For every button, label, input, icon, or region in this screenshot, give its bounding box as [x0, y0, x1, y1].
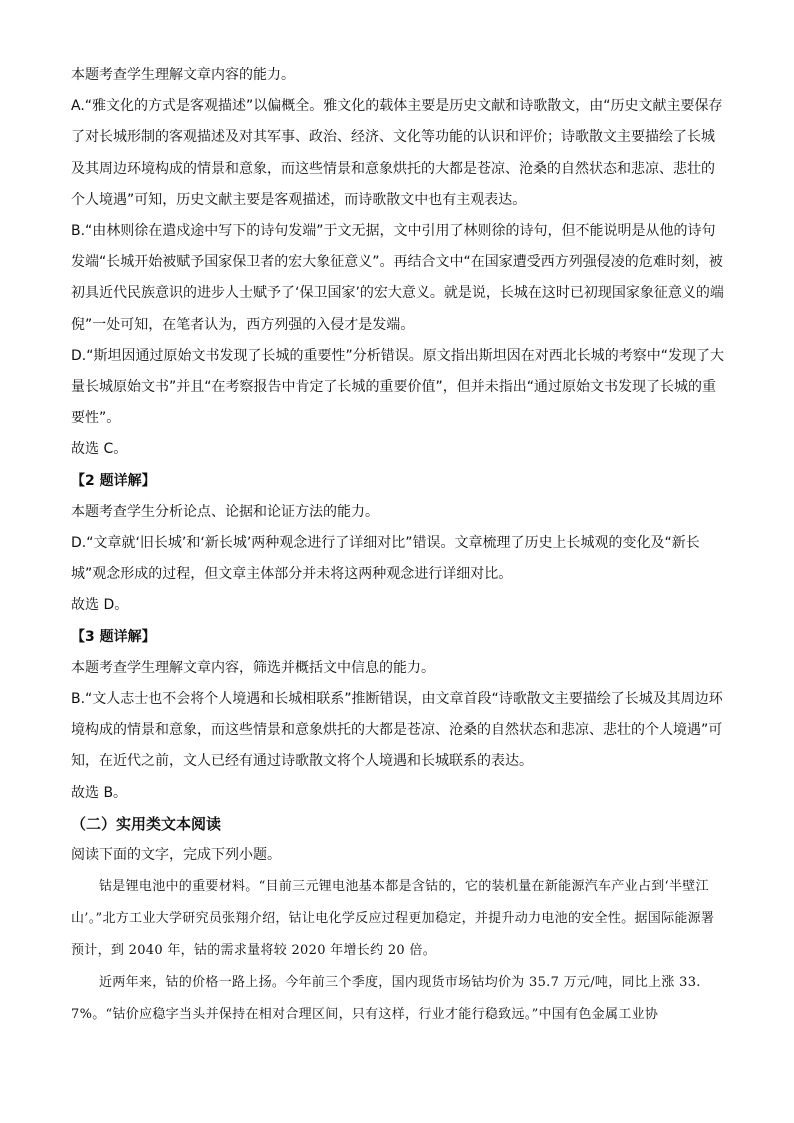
paragraph: D.“文章就‘旧长城’和‘新长城’两种观念进行了详细对比”错误。文章梳理了历史上长城观的变化及“新长城”观念形成的过程，但文章主体部分并未将这两种观念进行详细对比。: [71, 535, 700, 583]
paragraph: D.“斯坦因通过原始文书发现了长城的重要性”分析错误。原文指出斯坦因在对西北长城的考察中“发现了大量长城原始文书”并且“在考察报告中肯定了长城的重要价值”，但并未指出“通过原始文书发现了长城的重要性”。: [71, 347, 724, 427]
paragraph: B.“由林则徐在遣戍途中写下的诗句发端”于文无据，文中引用了林则徐的诗句，但不能说明是从他的诗句发端“长城开始被赋予国家保卫者的宏大象征意义”。再结合文中“在国家遭受西方列强侵凌的危难时刻，被初具近代民族意识的进步人士赋予了‘保卫国家’的宏大意义。就是说，长城在这时已初现国家象征意义的端倪”一处可知，在笔者认为，西方列强的入侵才是发端。: [71, 223, 724, 333]
section-heading: （二）实用类文本阅读: [71, 814, 222, 833]
paragraph: 本题考查学生理解文章内容，筛选并概括文中信息的能力。: [71, 659, 435, 676]
paragraph: 阅读下面的文字，完成下列小题。: [71, 847, 281, 864]
passage-paragraph: 近两年来，钴的价格一路上扬。今年前三个季度，国内现货市场钴均价为 35.7 万元/吨，同比上涨 33.7%。“钴价应稳字当头并保持在相对合理区间，只有这样，行业才能行稳致远。”中国有色金属工业协: [71, 975, 701, 1023]
paragraph: 本题考查学生理解文章内容的能力。: [71, 67, 295, 83]
paragraph: B.“文人志士也不会将个人境遇和长城相联系”推断错误，由文章首段“诗歌散文主要描绘了长城及其周边环境构成的情景和意象，而这些情景和意象烘托的大都是苍凉、沧桑的自然状态和悲凉、悲壮的个人境遇”可知，在近代之前，文人已经有通过诗歌散文将个人境遇和长城联系的表达。: [71, 691, 723, 770]
paragraph: 本题考查学生分析论点、论据和论证方法的能力。: [71, 503, 379, 520]
paragraph: A.“雅文化的方式是客观描述”以偏概全。雅文化的载体主要是历史文献和诗歌散文，由“历史文献主要保存了对长城形制的客观描述及对其军事、政治、经济、文化等功能的认识和评价；诗歌散文主要描绘了长城及其周边环境构成的情景和意象，而这些情景和意象烘托的大都是苍凉、沧桑的自然状态和悲凉、悲壮的个人境遇”可知，历史文献主要是客观描述，而诗歌散文中也有主观表达。: [71, 98, 723, 208]
document-page: [71, 60, 725, 1031]
answer-line: 故选 C。: [71, 441, 128, 458]
question-heading: 【3 题详解】: [71, 628, 156, 645]
passage-paragraph: 钴是锂电池中的重要材料。“目前三元锂电池基本都是含钴的，它的装机量在新能源汽车产业占到‘半壁江山’。”北方工业大学研究员张翔介绍，钴让电化学反应过程更加稳定，并提升动力电池的安全性。据国际能源署预计，到 2040 年，钴的需求量将较 2020 年增长约 20 倍。: [71, 879, 715, 959]
answer-line: 故选 D。: [71, 597, 129, 614]
answer-line: 故选 B。: [71, 784, 128, 801]
question-heading: 【2 题详解】: [71, 472, 156, 489]
